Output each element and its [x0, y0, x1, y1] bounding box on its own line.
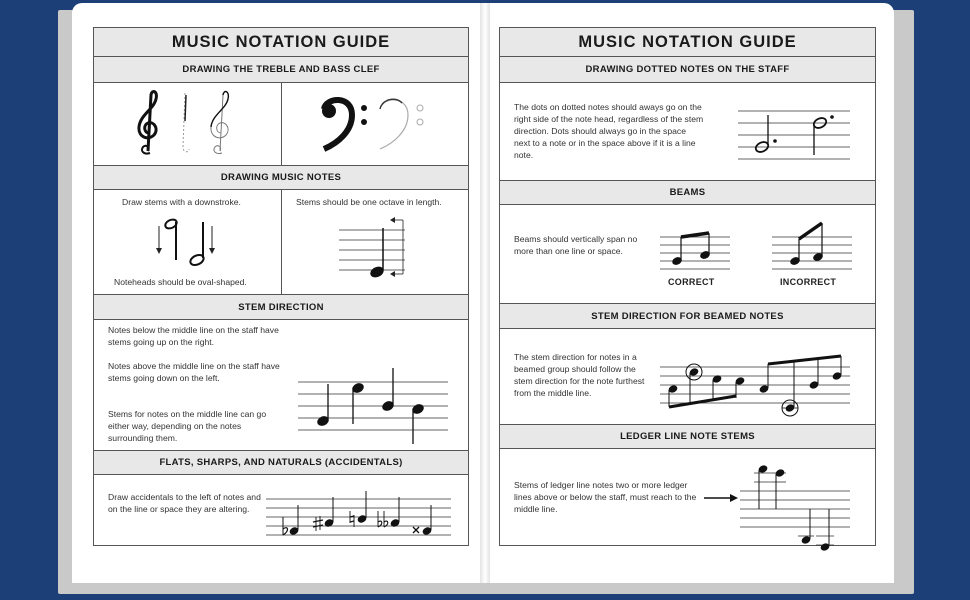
treble-clef-icon	[134, 89, 162, 157]
dotted-notes-staff	[738, 103, 850, 163]
accidentals-staff	[266, 491, 451, 541]
beams-correct-label: CORRECT	[668, 277, 715, 287]
ledger-staff	[740, 457, 850, 549]
accidentals-text: Draw accidentals to the left of notes and on the line or space they are altering.	[108, 492, 261, 514]
noteheads-text: Noteheads should be oval-shaped.	[114, 277, 247, 287]
left-guide-card	[93, 27, 469, 546]
section-heading-stem-direction: STEM DIRECTION	[94, 294, 468, 320]
section-heading-accidentals: FLATS, SHARPS, AND NATURALS (ACCIDENTALS)	[94, 450, 468, 475]
natural-sign-icon	[350, 511, 354, 527]
beamed-stems-staff	[660, 343, 850, 425]
beams-incorrect-label: INCORRECT	[780, 277, 837, 287]
section-ledger-body	[500, 449, 875, 547]
section-heading-beamed-stems: STEM DIRECTION FOR BEAMED NOTES	[500, 303, 875, 329]
stem-middle-text: Stems for notes on the middle line can go either way, depending on the notes surrounding them.	[108, 409, 267, 443]
double-flat-icon	[378, 511, 388, 527]
stem-above-text: Notes above the middle line on the staff have stems going down on the left.	[108, 361, 280, 383]
section-heading-dotted: DRAWING DOTTED NOTES ON THE STAFF	[500, 57, 875, 83]
section-notes-body	[94, 190, 468, 294]
beams-incorrect-example	[772, 219, 852, 275]
stem-below-text: Notes below the middle line on the staff have stems going up on the right.	[108, 325, 279, 347]
section-heading-ledger: LEDGER LINE NOTE STEMS	[500, 424, 875, 449]
bass-clef-trace	[376, 97, 426, 153]
section-heading-clef: DRAWING THE TREBLE AND BASS CLEF	[94, 57, 468, 83]
section-heading-notes: DRAWING MUSIC NOTES	[94, 165, 468, 190]
beams-correct-example	[660, 225, 730, 275]
section-clef-body	[94, 83, 468, 165]
double-sharp-icon	[413, 527, 419, 533]
treble-clef-trace-2	[206, 89, 234, 157]
section-accidentals-body	[94, 475, 468, 547]
bass-clef-icon	[320, 97, 370, 153]
treble-clef-trace-1	[179, 91, 193, 155]
section-beamed-stems-body	[500, 329, 875, 424]
beams-text: Beams should vertically span no more than one line or space.	[514, 234, 638, 256]
beamed-stems-text: The stem direction for notes in a beamed group should follow the stem direction for the note furthest from the middle line.	[514, 352, 645, 398]
divider	[281, 83, 282, 165]
page-title: MUSIC NOTATION GUIDE	[500, 28, 875, 57]
stem-direction-staff	[298, 364, 448, 436]
section-stem-direction-body	[94, 320, 468, 450]
page-title: MUSIC NOTATION GUIDE	[94, 28, 468, 57]
dotted-text: The dots on dotted notes should aways go on the right side of the note head, regardless of the stem direction. Dots should always go in the space next to a note or in the space above if it is a line note.	[514, 102, 704, 160]
book-spine	[480, 3, 490, 583]
note-drawing-example	[154, 214, 224, 272]
octave-text: Stems should be one octave in length.	[296, 197, 442, 207]
octave-staff-example	[339, 216, 419, 288]
ledger-text: Stems of ledger line notes two or more ledger lines above or below the staff, must reach to the middle line.	[514, 480, 697, 514]
divider	[281, 190, 282, 294]
section-dotted-body	[500, 83, 875, 180]
right-guide-card	[499, 27, 876, 546]
sharp-sign-icon	[313, 516, 323, 531]
section-beams-body	[500, 205, 875, 303]
arrow-right-icon	[704, 493, 738, 503]
section-heading-beams: BEAMS	[500, 180, 875, 205]
stems-downstroke-text: Draw stems with a downstroke.	[122, 197, 241, 207]
